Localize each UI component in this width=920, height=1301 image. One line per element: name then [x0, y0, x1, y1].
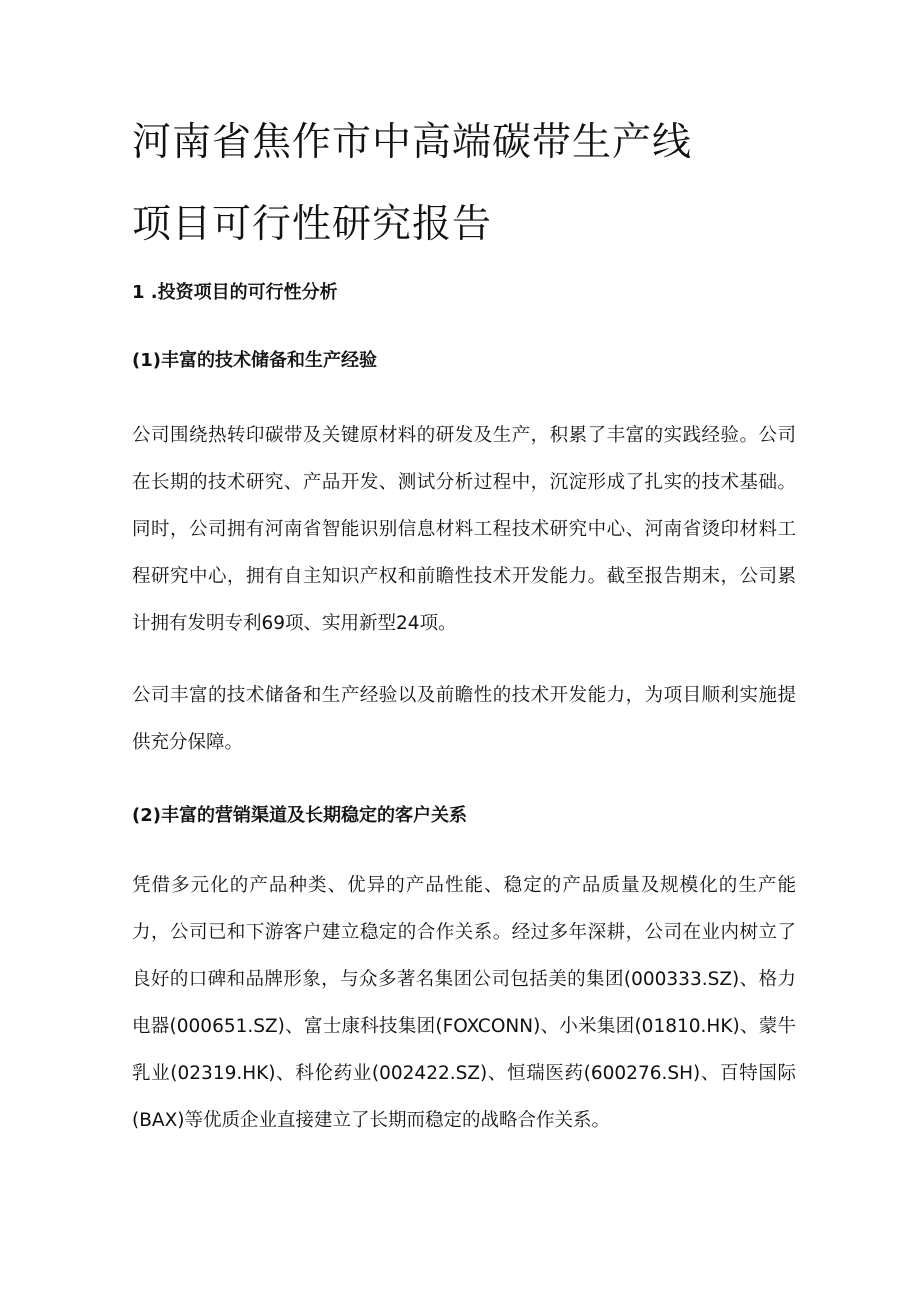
- subsection-2-heading: (2)丰富的营销渠道及长期稳定的客户关系: [132, 805, 467, 826]
- subsection-1-paragraph-1: 公司围绕热转印碳带及关键原材料的研发及生产，积累了丰富的实践经验。公司在长期的技术研究、产品开发、测试分析过程中，沉淀形成了扎实的技术基础。同时，公司拥有河南省智能识别信息材料工程技术研究中心、河南省烫印材料工程研究中心，拥有自主知识产权和前瞻性技术开发能力。截至报告期末，公司累计拥有发明专利69项、实用新型24项。: [132, 425, 796, 634]
- section-heading: 1 .投资项目的可行性分析: [132, 282, 338, 303]
- document-title-line-2: 项目可行性研究报告: [132, 202, 493, 247]
- document-title-line-1: 河南省焦作市中高端碳带生产线: [132, 120, 693, 165]
- subsection-1-heading: (1)丰富的技术储备和生产经验: [132, 350, 377, 371]
- subsection-1-paragraph-2: 公司丰富的技术储备和生产经验以及前瞻性的技术开发能力，为项目顺利实施提供充分保障。: [132, 685, 796, 753]
- subsection-2-paragraph-1: 凭借多元化的产品种类、优异的产品性能、稳定的产品质量及规模化的生产能力，公司已和下游客户建立稳定的合作关系。经过多年深耕，公司在业内树立了良好的口碑和品牌形象，与众多著名集团公司包括美的集团(000333.SZ)、格力电器(000651.SZ)、富士康科技集团(FOXCONN)、小米集团(01810.HK)、蒙牛乳业(02319.HK)、科伦药业(002422.SZ)、恒瑞医药(600276.SH)、百特国际(BAX)等优质企业直接建立了长期而稳定的战略合作关系。: [132, 875, 796, 1131]
